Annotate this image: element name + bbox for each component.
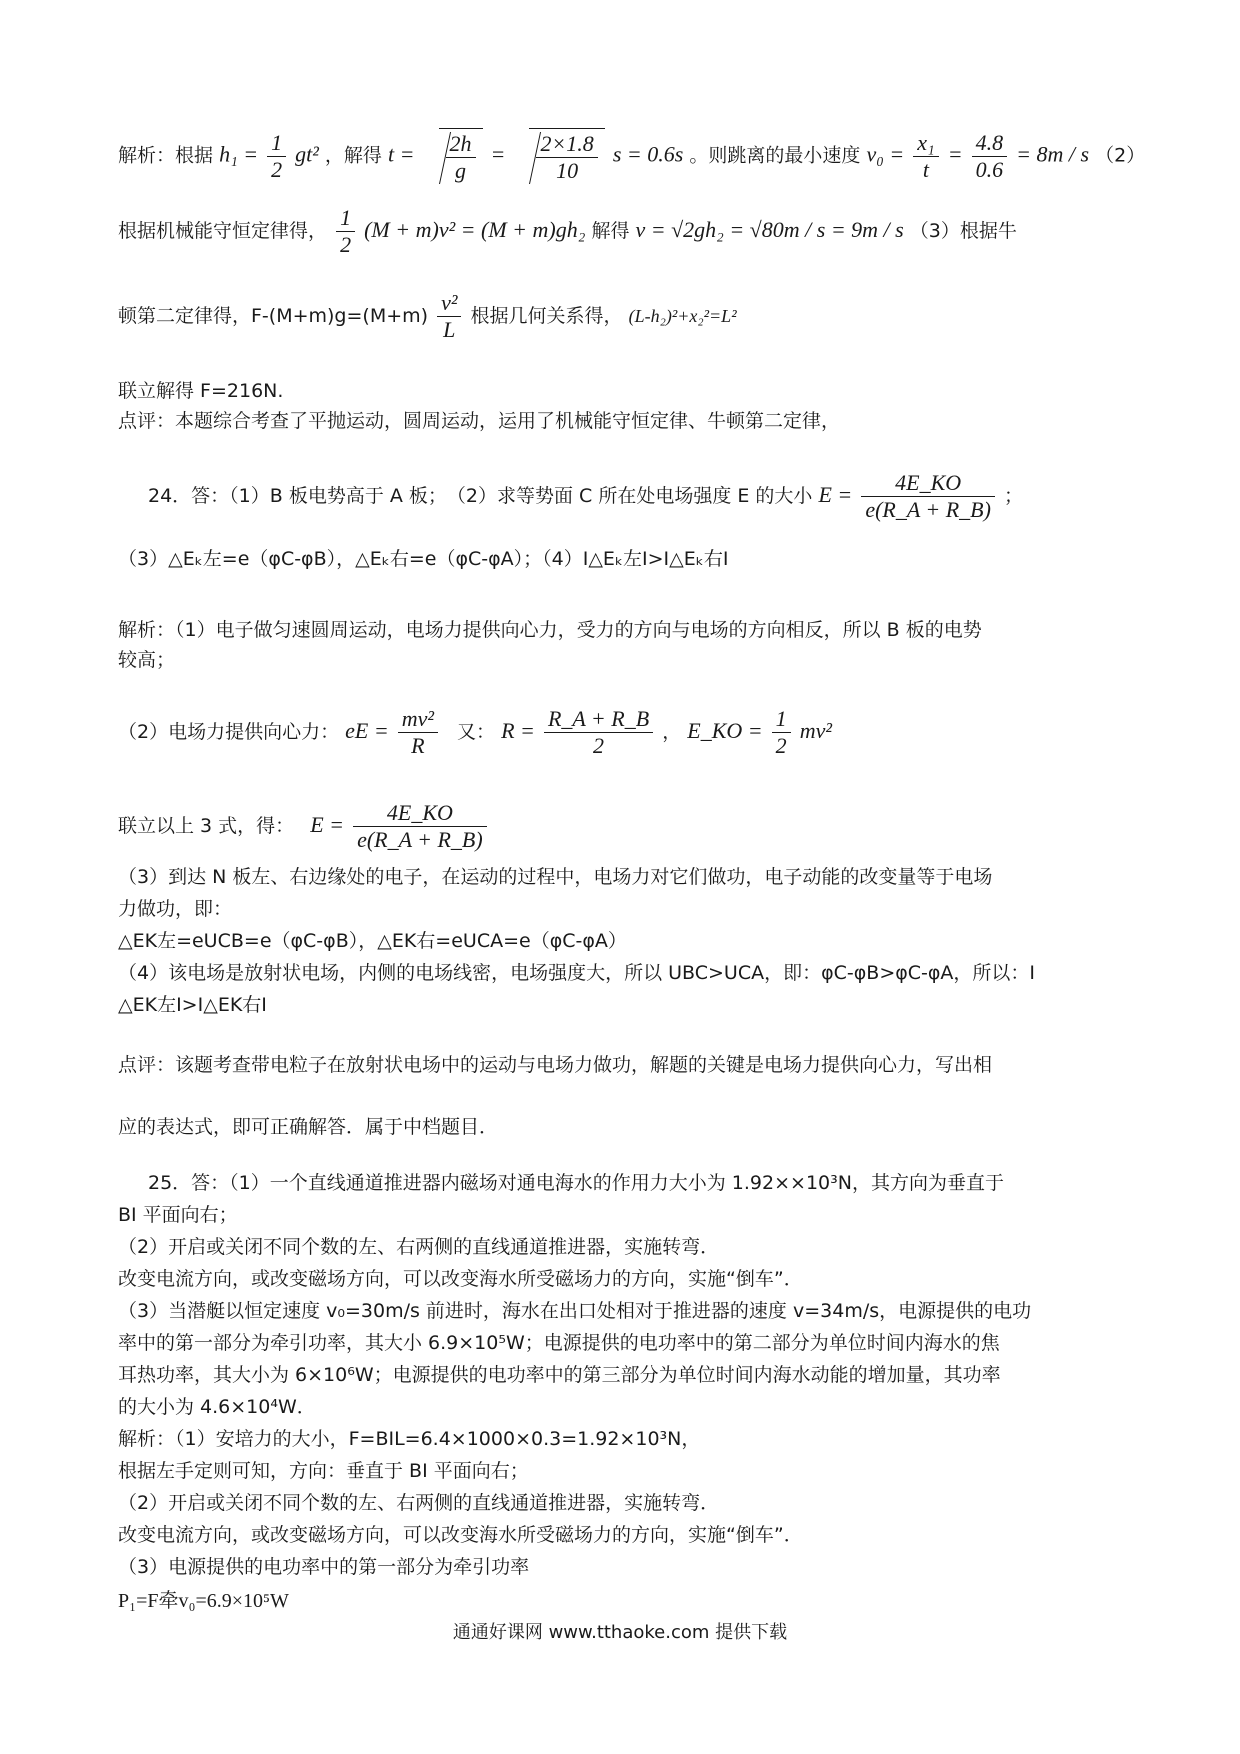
fraction-half [267, 130, 286, 183]
analysis-line: 解析：（1）电子做匀速圆周运动，电场力提供向心力，受力的方向与电场的方向相反，所以 B 板的电势 [118, 619, 982, 641]
fraction-mv2-R [398, 706, 438, 759]
fraction-half [772, 706, 791, 759]
analysis-25-line: （2）开启或关闭不同个数的左、右两侧的直线通道推进器，实施转弯． [118, 1492, 720, 1514]
analysis-25-line: 改变电流方向，或改变磁场方向，可以改变海水所受磁场力的方向，实施“倒车”． [118, 1524, 803, 1546]
numerator: 4E_KO [353, 800, 487, 827]
text: （3）根据牛 [909, 220, 1017, 242]
text: 24．答：（1）B 板电势高于 A 板； （2）求等势面 C 所在处电场强度 E 的大小 [148, 485, 813, 507]
text: 根据机械能守恒定律得， [118, 220, 328, 242]
text: 联立以上 3 式，得： [118, 815, 295, 837]
analysis-line: 力做功，即： [118, 898, 233, 920]
fraction-E [353, 800, 487, 853]
numerator: mv² [398, 706, 438, 733]
fraction-half [336, 205, 355, 258]
comment-line: 点评：本题综合考查了平抛运动，圆周运动，运用了机械能守恒定律、牛顿第二定律， [118, 410, 841, 432]
formula-h1: h₁ = [219, 141, 259, 167]
analysis-25-line: 解析：（1）安培力的大小，F=BIL=6.4×1000×0.3=1.92×10³N， [118, 1428, 701, 1450]
answer-25-line: BI 平面向右； [118, 1204, 238, 1226]
equals: = [947, 141, 963, 167]
text: 根据几何关系得， [470, 305, 623, 327]
formula-E: E = [310, 812, 345, 837]
numerator: 2×1.8 [536, 131, 597, 158]
answer-25-line: 25．答：（1）一个直线通道推进器内磁场对通电海水的作用力大小为 1.92××10³N，其方向为垂直于 [148, 1172, 1004, 1194]
fraction-E [861, 470, 995, 523]
numerator: 1 [267, 130, 286, 157]
formula-E: E = [818, 482, 853, 507]
semicolon: ； [1004, 485, 1024, 507]
denominator: 2 [271, 156, 283, 182]
comma: ， [662, 721, 682, 743]
analysis-25-line: （3）电源提供的电功率中的第一部分为牵引功率 [118, 1556, 530, 1578]
denominator: R [411, 733, 425, 758]
text: 。则跳离的最小速度 [689, 144, 861, 167]
analysis-line: （3）到达 N 板左、右边缘处的电子，在运动的过程中，电场力对它们做功，电子动能的改变量等于电场 [118, 866, 993, 888]
denominator: 0.6 [975, 156, 1004, 182]
numerator: R_A + R_B [544, 706, 653, 733]
equals: = [490, 141, 506, 167]
denominator: t [922, 156, 930, 182]
fraction-v2-L [437, 290, 461, 343]
text: 又： [457, 721, 496, 743]
formula-P1: P₁=F牵v₀=6.9×10⁵W [118, 1590, 289, 1612]
numerator: 4.8 [972, 130, 1008, 157]
formula-t: t = [387, 141, 415, 167]
denominator: 2 [775, 733, 787, 758]
footer-watermark: 通通好课网 www.tthaoke.com 提供下载 [452, 1622, 788, 1643]
solution-line-3 [118, 290, 1128, 343]
answer-25-line: 耳热功率，其大小为 6×10⁶W；电源提供的电功率中的第三部分为单位时间内海水动能的增加量，其功率 [118, 1364, 1001, 1386]
fraction-R [544, 706, 653, 759]
formula-R: R = [501, 718, 535, 743]
numerator: 1 [336, 205, 355, 232]
analysis-25-line [118, 1586, 1128, 1616]
formula-v0: v₀ = [866, 141, 905, 167]
analysis-line-2 [118, 706, 1128, 759]
denominator: 10 [556, 158, 579, 183]
numerator: 1 [772, 706, 791, 733]
analysis-line: 较高； [118, 649, 176, 671]
formula-mv2: mv² [799, 718, 832, 743]
denominator: 2 [340, 232, 352, 257]
fraction-x1-t [913, 130, 938, 183]
solution-line-2 [118, 205, 1128, 258]
comment-line: 应的表达式，即可正确解答．属于中档题目． [118, 1116, 499, 1138]
formula-energy: (M + m)v² = (M + m)gh₂ [364, 217, 586, 242]
numerator: x₁ [913, 130, 938, 157]
formula-Eko: E_KO = [687, 718, 763, 743]
formula-geometry: (L-h₂)²+x₂²=L² [628, 306, 737, 326]
denominator: 2 [593, 733, 605, 758]
denominator: e(R_A + R_B) [357, 827, 483, 852]
text: 解得 [591, 220, 630, 242]
numerator: 2h [446, 131, 476, 158]
answer-25-line: （2）开启或关闭不同个数的左、右两侧的直线通道推进器，实施转弯． [118, 1236, 720, 1258]
denominator: e(R_A + R_B) [865, 497, 991, 522]
text: 顿第二定律得，F-(M+m)g=(M+m) [118, 305, 429, 327]
sqrt-values [513, 128, 604, 184]
analysis-line: △EK左=eUCB=e（φC-φB），△EK右=eUCA=e（φC-φA） [118, 930, 627, 952]
answer-25-line: 的大小为 4.6×10⁴W． [118, 1396, 316, 1418]
analysis-line-combined [118, 800, 1128, 853]
formula-v: v = √2gh₂ = √80m / s = 9m / s [635, 217, 904, 242]
text: 解析：根据 [118, 144, 214, 167]
solution-line-1 [118, 128, 1146, 184]
answer-24-line-2: （3）△Eₖ左=e（φC-φB），△Eₖ右=e（φC-φA）；（4）I△Eₖ左I>I△Eₖ右I [118, 548, 729, 570]
numerator: 4E_KO [861, 470, 995, 497]
answer-25-line: 率中的第一部分为牵引功率，其大小 6.9×10⁵W；电源提供的电功率中的第二部分为单位时间内海水的焦 [118, 1332, 1000, 1354]
formula-gt2: gt² [295, 141, 319, 167]
answer-25-line: 改变电流方向，或改变磁场方向，可以改变海水所受磁场力的方向，实施“倒车”． [118, 1268, 803, 1290]
formula-t-result: s = 0.6s [612, 141, 684, 167]
denominator: L [443, 317, 456, 342]
analysis-25-line: 根据左手定则可知，方向：垂直于 BI 平面向右； [118, 1460, 529, 1482]
text: ，解得 [324, 144, 382, 167]
answer-25-line: （3）当潜艇以恒定速度 v₀=30m/s 前进时，海水在出口处相对于推进器的速度 v=34m/s，电源提供的电功 [118, 1300, 1032, 1322]
comment-line: 点评：该题考查带电粒子在放射状电场中的运动与电场力做功，解题的关键是电场力提供向心力，写出相 [118, 1054, 993, 1076]
result-line: 联立解得 F=216N. [118, 380, 284, 402]
text: （2）电场力提供向心力： [118, 721, 340, 743]
analysis-line: △EK左I>I△EK右I [118, 994, 267, 1016]
denominator: g [455, 158, 466, 183]
text: （2） [1095, 144, 1146, 167]
formula-v0-result: = 8m / s [1016, 141, 1090, 167]
sqrt-2h-g [423, 128, 483, 184]
analysis-line: （4）该电场是放射状电场，内侧的电场线密，电场强度大，所以 UBC>UCA，即：φC-φB>φC-φA，所以：I [118, 962, 1036, 984]
answer-24-line [148, 470, 1158, 523]
formula-eE: eE = [345, 718, 389, 743]
numerator: v² [437, 290, 461, 317]
fraction-48-06 [972, 130, 1008, 183]
